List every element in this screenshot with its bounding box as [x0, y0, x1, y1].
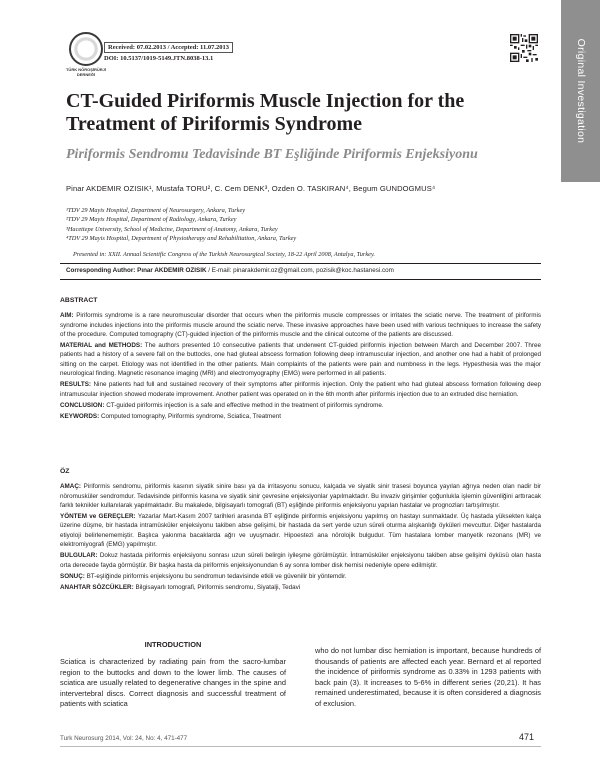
oz-bulgular [60, 551, 541, 570]
article-title: CT-Guided Piriformis Muscle Injection for the Treatment of Piriformis Syndrome [66, 90, 465, 135]
divider [60, 279, 541, 280]
oz-yontem [60, 512, 541, 549]
anahtar-text: Bilgisayarlı tomografi, Piriformis sendromu, Siyatalji, Tedavi [135, 584, 301, 592]
oz-heading: ÖZ [60, 468, 70, 475]
amac-text: Piriformis sendromu, piriformis kasının siyatik sinire bası ya da irritasyonu sonucu, kalçada ve siyatik sinir trasesi boyunca yayılan ağrıya neden olan nadir bir nöromusküler sendromdur. Tedavisinde piriformis kasına ve siyatik sinir çevresine enjeksiyonlar yapılmaktadır. Bu invaziv girişimler çoğunlukla işlemin güvenliğini arttıracak farklı teknikler kullanılarak yapılmaktadır. Bu makalede, bilgisayarlı tomografi (BT) eşliğinde piriformis enjeksiyonu yapılan hastalar ve prognozları tartışılmıştır. [60, 483, 541, 509]
results-label: RESULTS: [60, 381, 92, 389]
author-list: Pinar AKDEMIR OZISIK¹, Mustafa TORU², C. Cem DENK³, Ozden O. TASKIRAN⁴, Begum GUNDOGMUS⁴ [66, 184, 436, 193]
sonuc-text: BT-eşliğinde piriformis enjeksiyonu bu sendromun tedavisinde etkili ve güvenilir bir yöntemdir. [86, 572, 347, 580]
bulgular-label: BULGULAR: [60, 552, 98, 560]
oz-anahtar [60, 583, 541, 592]
divider [60, 263, 541, 264]
abstract-section [60, 296, 541, 424]
sonuc-label: SONUÇ: [60, 572, 85, 580]
methods-text: The authors presented 10 consecutive patients that underwent CT-guided piriformis injection between March and December 2007. Three patients had a history of a severe fall on the buttocks, one had gluteal abscess formation following deep intramuscular injection, and another one had a habit of prolonged sitting on the carpet. Etiology was not identified in the other patients. Main complaints of the patients were pain and numbness in the legs. Hypesthesia was the major neurological finding. Magnetic resonance imaging (MRI) and electromyography (EMG) were performed in all patients. [60, 342, 541, 378]
oz-section [60, 467, 541, 595]
presented-note: Presented in: XXII. Annual Scientific Congress of the Turkish Neurosurgical Society, 18-22 April 2008, Antalya, Turkey. [73, 251, 375, 258]
aim-label: AIM: [60, 312, 74, 320]
abstract-methods [60, 341, 541, 378]
keywords-label: KEYWORDS: [60, 413, 100, 421]
qr-code-icon [510, 34, 538, 62]
conclusion-label: CONCLUSION: [60, 401, 105, 409]
results-text: Nine patients had full and sustained recovery of their symptoms after piriformis injection. Only the patient who had gluteal abscess formation following deep intramuscular injection showed moderate improvement. Another patient was operated on in the 6th month after piriformis injection due to an extruded disc herniation. [60, 381, 542, 398]
bulgular-text: Dokuz hastada piriformis enjeksiyonu sonrası uzun süreli belirgin iyileşme görülmüştür. İntramüsküler enjeksiyonu takiben abse gelişimi öyküsü olan hasta orta derecede fayda görmüştür. Bir başka hasta da piriformis enjeksiyonundan 6 ay sonra lomber disk hernisi nedeniyle opere edilmiştir. [60, 552, 541, 569]
yontem-text: Yazarlar Mart-Kasım 2007 tarihleri arasında BT eşliğinde piriformis enjeksiyonu yapılmış on hastayı sunmaktadır. Üç hastada yüksekten kalça üzerine düşme, bir hastada intramüsküler enjeksiyonu takiben abse gelişimi, bir hastada da sert yerde uzun süreli oturma alışkanlığı öyküleri mevcuttur. Diğer hastalarda etiyoloji belirlenememiştir. Başlıca yakınma bacaklarda ağrı ve uyuşmadır. Hipoestezi ana nörolojik bulgudur. Tüm hastalara lomber manyetik rezonans (MR) ve elektromiyografi (EMG) yapılmıştır. [60, 513, 541, 549]
corresponding-label: Corresponding Author: [66, 267, 136, 274]
page-number: 471 [519, 732, 535, 742]
article-subtitle-turkish: Piriformis Sendromu Tedavisinde BT Eşliğinde Piriformis Enjeksiyonu [66, 147, 478, 162]
amac-label: AMAÇ: [60, 483, 81, 491]
abstract-heading: ABSTRACT [60, 297, 98, 304]
affiliation-2: ²TDV 29 Mayis Hospital, Department of Radiology, Ankara, Turkey [66, 216, 237, 224]
footer-divider [60, 746, 541, 747]
affiliation-3: ³Hacettepe University, School of Medicine, Department of Anatomy, Ankara, Turkey [66, 225, 278, 233]
affiliation-4: ⁴TDV 29 Mayis Hospital, Department of Physiotherapy and Rehabilitation, Ankara, Turkey [66, 235, 297, 243]
aim-text: Piriformis syndrome is a rare neuromuscular disorder that occurs when the piriformis muscle compresses or irritates the sciatic nerve. The treatment of piriformis syndrome includes injections into the piriformis muscle around the sciatic nerve. These invasive approaches have been used with various techniques to increase the safety of the procedure. Computed tomography (CT)-guided injection of the piriformis muscle and the clinical outcome of the patients are discussed. [60, 312, 542, 338]
abstract-results [60, 380, 541, 399]
oz-sonuc [60, 572, 541, 581]
introduction-heading: INTRODUCTION [144, 640, 202, 649]
corresponding-name: Pınar AKDEMIR OZISIK [137, 267, 207, 274]
society-logo [69, 32, 103, 66]
conclusion-text: CT-guided piriformis injection is a safe and effective method in the treatment of piriformis syndrome. [106, 401, 384, 409]
journal-citation: Turk Neurosurg 2014, Vol: 24, No: 4, 471-477 [60, 735, 188, 742]
abstract-conclusion [60, 401, 541, 410]
doi: DOI: 10.5137/1019-5149.JTN.8038-13.1 [104, 55, 214, 62]
methods-label: MATERIAL and METHODS: [60, 342, 143, 350]
affiliation-1: ¹TDV 29 Mayis Hospital, Department of Neurosurgery, Ankara, Turkey [66, 207, 246, 214]
abstract-aim [60, 311, 541, 339]
introduction-right-column: who do not lumbar disc herniation is important, because hundreds of thousands of patients are affected each year. Bernard et al reported the incidence of piriformis syndrome as 0.33% in 1293 patients with back pain (3). It increases to 5-6% in different series (20,21). It has remained underestimated, because it is often considered a diagnosis of exclusion. [315, 646, 541, 708]
anahtar-label: ANAHTAR SÖZCÜKLER: [60, 584, 134, 592]
received-accepted-dates: Received: 07.02.2013 / Accepted: 11.07.2013 [104, 42, 233, 53]
affiliations [66, 206, 296, 244]
keywords-text: Computed tomography, Piriformis syndrome, Sciatica, Treatment [100, 413, 282, 421]
article-type-tab [561, 0, 600, 182]
yontem-label: YÖNTEM ve GEREÇLER: [60, 513, 136, 521]
society-logo-text: TÜRK NÖROŞİRÜRJİ DERNEĞİ [65, 67, 106, 77]
corresponding-email[interactable]: / E-mail: pinarakdemir.oz@gmail.com, pozisik@koc.hastanesi.com [208, 267, 394, 274]
oz-amac [60, 482, 541, 510]
article-type-label: Original Investigation [574, 38, 587, 144]
abstract-keywords [60, 412, 541, 421]
introduction-left-column: Sciatica is characterized by radiating pain from the sacro-lumbar region to the buttocks and down to the lower limb. The causes of sciatica are usually related to degenerative changes in the spine and intervertebral discs. Correct diagnosis and successful treatment of patients with sciatica [60, 657, 286, 709]
corresponding-author [66, 267, 394, 274]
